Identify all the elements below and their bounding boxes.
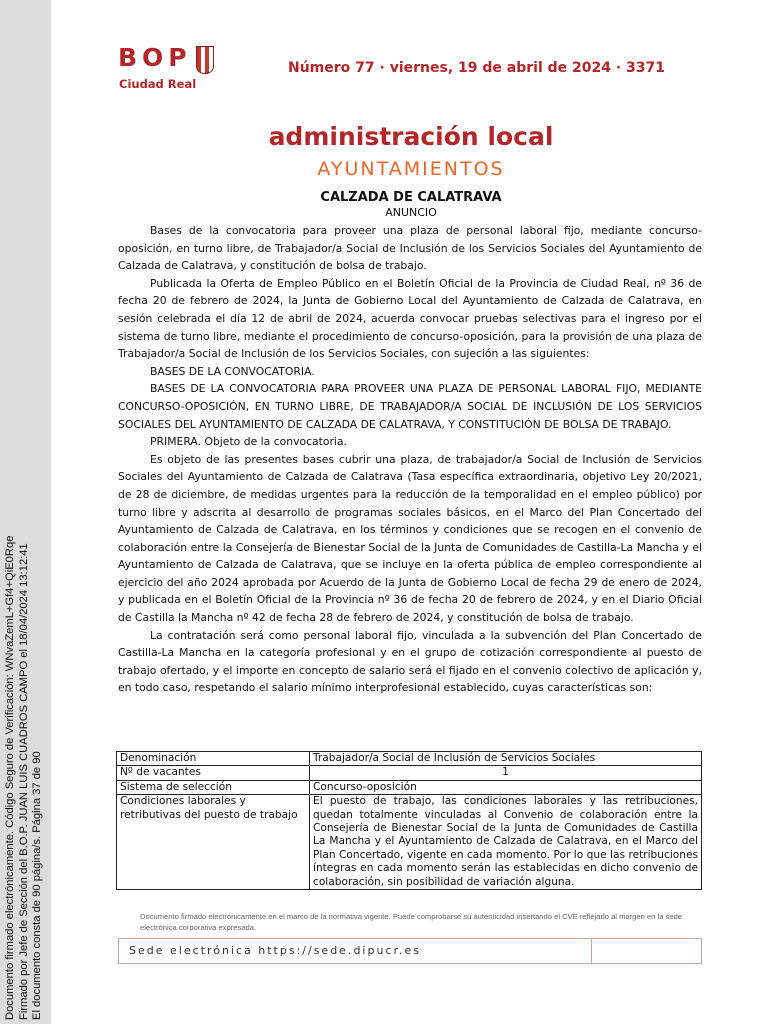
- table-cell-label: Nº de vacantes: [117, 766, 310, 780]
- paragraph: Publicada la Oferta de Empleo Público en el Boletín Oficial de la Provincia de Ciudad Real, nº 36 de fecha 20 de febrero de 2024, la Junta de Gobierno Local del Ayuntamiento de Calzada de Calatrava, en sesión celebrada el día 12 de abril de 2024, acuerda convocar pruebas selectivas para el ingreso por el sistema de turno libre, mediante el procedimiento de concurso-oposición, para la provisión de una plaza de Trabajador/a Social de Inclusión de los Servicios Sociales, con sujeción a las siguientes:: [118, 276, 702, 361]
- table-row: [117, 780, 702, 794]
- paragraph: Bases de la convocatoria para proveer una plaza de personal laboral fijo, mediante concurso-oposición, en turno libre, de Trabajador/a Social de Inclusión de los Servicios Sociales del Ayuntamiento de Calzada de Calatrava, y constitución de bolsa de trabajo.: [118, 224, 702, 273]
- logo-letters: BOP: [118, 43, 192, 72]
- paragraph: Es objeto de las presentes bases cubrir una plaza, de trabajador/a Social de Inclusión de Servicios Sociales del Ayuntamiento de Calzada de Calatrava (Tasa específica extraordinaria, objetivo Ley 20/2021, de 28 de diciembre, de medidas urgentes para la reducción de la temporalidad en el empleo público) por turno libre y adscrita al desarrollo de programas sociales básicos, en el Marco del Plan Concertado del Ayuntamiento de Calzada de Calatrava, en los términos y condiciones que se recogen en el convenio de colaboración entre la Consejería de Bienestar Social de la Junta de Comunidades de Castilla-La Mancha y el Ayuntamiento de Calzada de Calatrava, que se incluye en la oferta pública de empleo correspondiente al ejercicio del año 2024 aprobada por Acuerdo de la Junta de Gobierno Local de fecha 29 de enero de 2024, y publicada en el Boletín Oficial de la Provincia nº 36 de fecha 20 de febrero de 2024, y en el Diario Oficial de Castilla la Mancha nº 42 de fecha 28 de febrero de 2024, y constitución de bolsa de trabajo.: [118, 452, 702, 625]
- footer-signature-note: Documento firmado electrónicamente en el marco de la normativa vigente. Puede comprobarse su autenticidad insertando el CVE reflejado al margen en la sede electrónica corporativa expresada.: [140, 912, 682, 932]
- table-row: [117, 795, 702, 890]
- table-cell-label: Denominación: [117, 752, 310, 766]
- paragraph: BASES DE LA CONVOCATORIA.: [150, 364, 315, 378]
- bop-logo: [118, 43, 208, 92]
- section-subtitle: AYUNTAMIENTOS: [317, 158, 505, 180]
- town-name: CALZADA DE CALATRAVA: [320, 190, 502, 205]
- issue-header: Número 77 · viernes, 19 de abril de 2024 · 3371: [288, 60, 666, 76]
- table-cell-value: El puesto de trabajo, las condiciones laborales y las retribuciones, quedan totalmente vinculadas al Convenio de colaboración entre la Consejería de Bienestar Social de la Junta de Comunidades de Castilla La Mancha y el Ayuntamiento de Calzada de Calatrava, en el Marco del Plan Concertado, vigente en cada momento. Por lo que las retribuciones íntegras en cada momento serán las establecidas en dicho convenio de colaboración, sin posibilidad de variación alguna.: [310, 795, 702, 890]
- verification-line: Documento firmado electrónicamente. Código Seguro de Verificación: WNvaZemL+Gf4+QiE0Rqe: [4, 535, 16, 1020]
- table-cell-label: Condiciones laborales y retributivas del puesto de trabajo: [117, 795, 310, 890]
- table-cell-label: Sistema de selección: [117, 780, 310, 794]
- position-table: [116, 751, 702, 890]
- left-margin-strip: [0, 0, 51, 1024]
- logo-subtitle: Ciudad Real: [119, 77, 197, 91]
- page-count-line: El documento consta de 90 página/s. Página 37 de 90: [31, 751, 44, 1020]
- table-row: [117, 752, 702, 766]
- notice-label: ANUNCIO: [385, 206, 437, 219]
- coat-of-arms-icon: [196, 46, 214, 74]
- table-row: [117, 766, 702, 780]
- announcement-body: [118, 222, 702, 697]
- footer-bar: [118, 938, 702, 964]
- signer-line: Firmado por Jefe de Sección del B.O.P. JUAN LUIS CUADROS CAMPO el 18/04/2024 13:12:41: [17, 543, 30, 1020]
- table-cell-value: Concurso-oposición: [310, 780, 702, 794]
- signature-note: [4, 460, 45, 1020]
- footer-divider: [591, 939, 592, 963]
- paragraph: PRIMERA. Objeto de la convocatoria.: [150, 435, 347, 449]
- paragraph: BASES DE LA CONVOCATORIA PARA PROVEER UNA PLAZA DE PERSONAL LABORAL FIJO, MEDIANTE CONCURSO-OPOSICIÓN, EN TURNO LIBRE, DE TRABAJADOR/A SOCIAL DE INCLUSIÓN DE LOS SERVICIOS SOCIALES DEL AYUNTAMIENTO DE CALZADA DE CALATRAVA, Y CONSTITUCIÓN DE BOLSA DE TRABAJO.: [118, 382, 702, 431]
- section-title: administración local: [268, 122, 554, 151]
- table-cell-value: 1: [310, 766, 702, 780]
- table-cell-value: Trabajador/a Social de Inclusión de Servicios Sociales: [310, 752, 702, 766]
- paragraph: La contratación será como personal laboral fijo, vinculada a la subvención del Plan Concertado de Castilla-La Mancha en la categoría profesional y en el grupo de cotización correspondiente al puesto de trabajo ofertado, y el importe en concepto de salario será el fijado en el convenio colectivo de aplicación y, en todo caso, respetando el salario mínimo interprofesional establecido, cuyas características son:: [118, 628, 702, 695]
- sede-link[interactable]: Sede electrónica https://sede.dipucr.es: [129, 944, 421, 957]
